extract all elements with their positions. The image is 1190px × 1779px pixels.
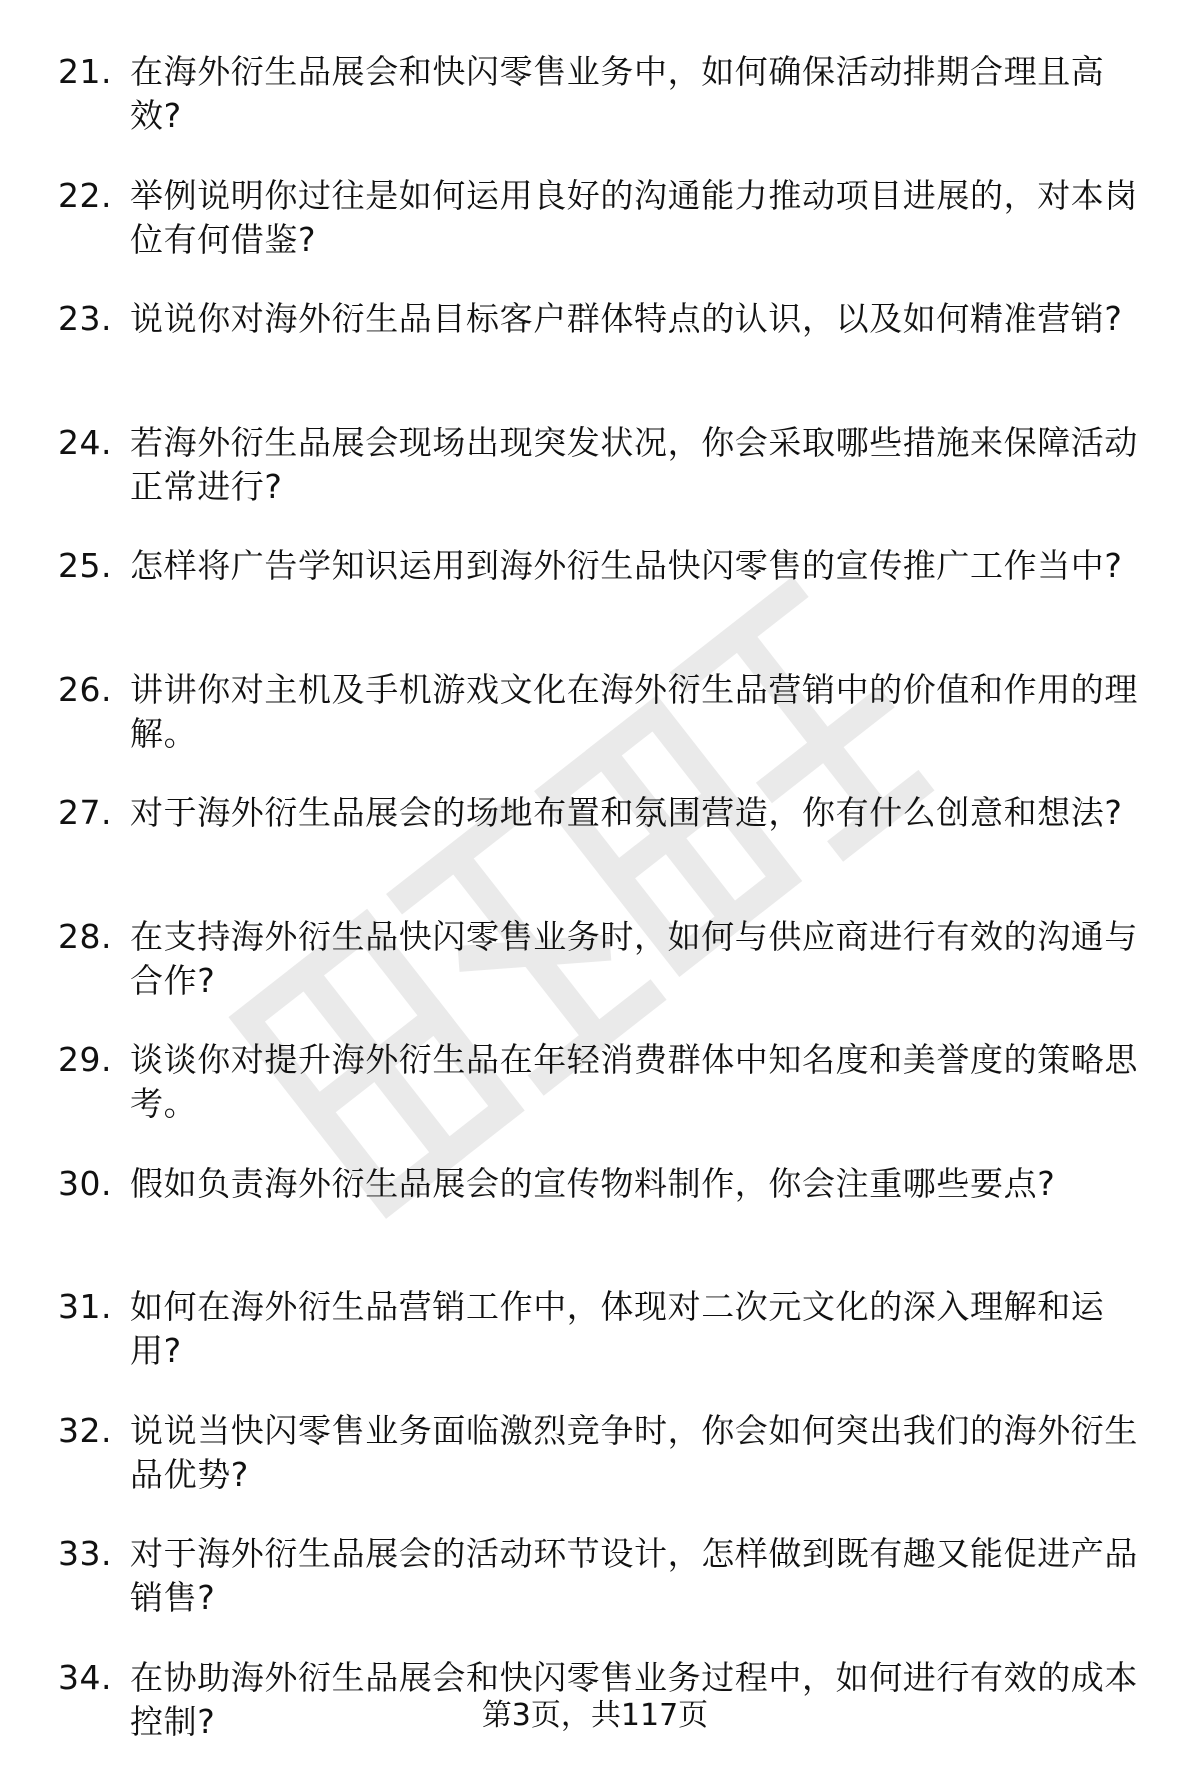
question-text: 如何在海外衍生品营销工作中，体现对二次元文化的深入理解和运用? xyxy=(130,1285,1150,1373)
question-text: 举例说明你过往是如何运用良好的沟通能力推动项目进展的，对本岗位有何借鉴? xyxy=(130,174,1150,262)
question-item xyxy=(0,791,1190,915)
page-number: 第3页，共117页 xyxy=(0,1696,1190,1736)
question-text: 对于海外衍生品展会的场地布置和氛围营造，你有什么创意和想法? xyxy=(130,791,1150,835)
question-item xyxy=(0,50,1190,174)
question-item xyxy=(0,174,1190,298)
question-number: 22. xyxy=(58,174,112,218)
question-item xyxy=(0,1162,1190,1286)
question-number: 28. xyxy=(58,915,112,959)
question-number: 33. xyxy=(58,1532,112,1576)
question-number: 25. xyxy=(58,544,112,588)
question-item xyxy=(0,1285,1190,1409)
question-list xyxy=(0,50,1190,1779)
question-item xyxy=(0,915,1190,1039)
question-number: 31. xyxy=(58,1285,112,1329)
question-number: 32. xyxy=(58,1409,112,1453)
question-number: 27. xyxy=(58,791,112,835)
question-text: 在协助海外衍生品展会和快闪零售业务过程中，如何进行有效的成本控制? xyxy=(130,1656,1150,1744)
question-text: 讲讲你对主机及手机游戏文化在海外衍生品营销中的价值和作用的理解。 xyxy=(130,668,1150,756)
question-number: 29. xyxy=(58,1038,112,1082)
question-item xyxy=(0,297,1190,421)
question-item xyxy=(0,668,1190,792)
question-text: 对于海外衍生品展会的活动环节设计，怎样做到既有趣又能促进产品销售? xyxy=(130,1532,1150,1620)
question-text: 假如负责海外衍生品展会的宣传物料制作，你会注重哪些要点? xyxy=(130,1162,1150,1206)
question-item xyxy=(0,544,1190,668)
question-number: 24. xyxy=(58,421,112,465)
question-text: 谈谈你对提升海外衍生品在年轻消费群体中知名度和美誉度的策略思考。 xyxy=(130,1038,1150,1126)
question-item xyxy=(0,1409,1190,1533)
question-number: 23. xyxy=(58,297,112,341)
question-text: 说说你对海外衍生品目标客户群体特点的认识，以及如何精准营销? xyxy=(130,297,1150,341)
question-number: 26. xyxy=(58,668,112,712)
question-number: 34. xyxy=(58,1656,112,1700)
question-item xyxy=(0,1532,1190,1656)
question-text: 怎样将广告学知识运用到海外衍生品快闪零售的宣传推广工作当中? xyxy=(130,544,1150,588)
question-text: 在支持海外衍生品快闪零售业务时，如何与供应商进行有效的沟通与合作? xyxy=(130,915,1150,1003)
question-item xyxy=(0,421,1190,545)
question-number: 30. xyxy=(58,1162,112,1206)
question-text: 说说当快闪零售业务面临激烈竞争时，你会如何突出我们的海外衍生品优势? xyxy=(130,1409,1150,1497)
question-text: 若海外衍生品展会现场出现突发状况，你会采取哪些措施来保障活动正常进行? xyxy=(130,421,1150,509)
question-text: 在海外衍生品展会和快闪零售业务中，如何确保活动排期合理且高效? xyxy=(130,50,1150,138)
question-number: 21. xyxy=(58,50,112,94)
question-item xyxy=(0,1038,1190,1162)
